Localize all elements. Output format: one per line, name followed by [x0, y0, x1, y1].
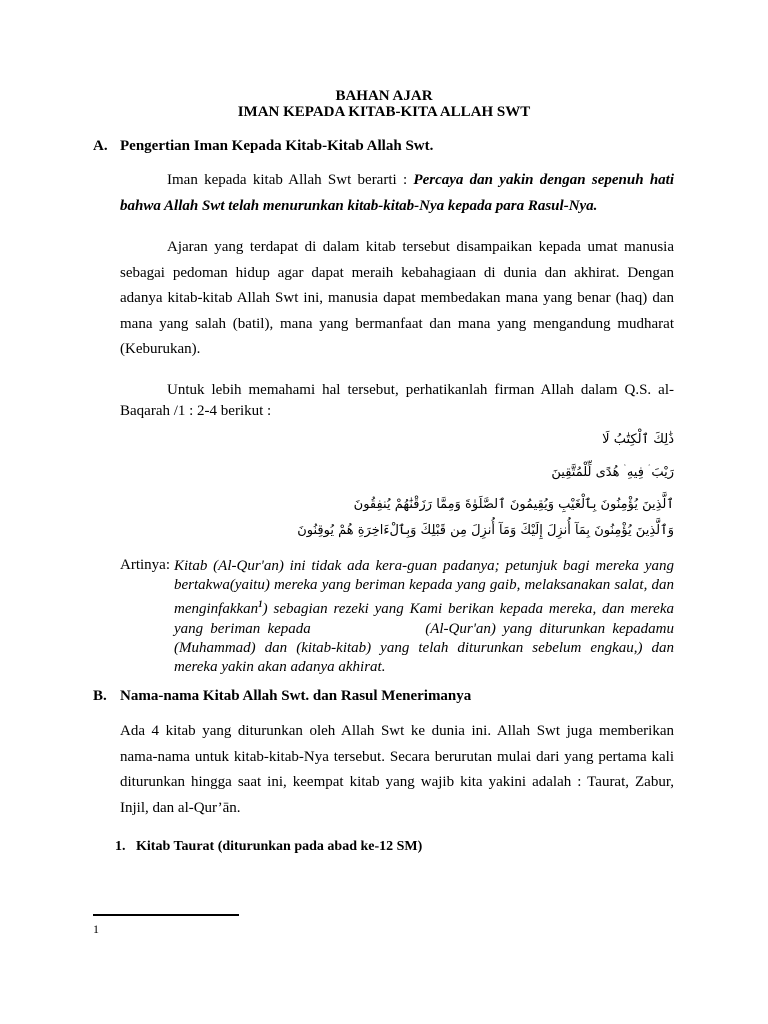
- arabic-verse-line-4: وَٱلَّذِينَ يُؤْمِنُونَ بِمَآ أُنزِلَ إِلَيْكَ وَمَآ أُنزِلَ مِن قَبْلِكَ وَبِٱلْءَاخِرَةِ هُمْ يُوقِنُونَ: [297, 523, 674, 538]
- footnote-separator: [93, 914, 239, 916]
- arabic-verse-line-1: ذَٰلِكَ ٱلْكِتَٰبُ لَا: [602, 432, 674, 447]
- footnote-number: 1: [93, 922, 99, 936]
- arabic-verse-line-3: ٱلَّذِينَ يُؤْمِنُونَ بِٱلْغَيْبِ وَيُقِيمُونَ ٱلصَّلَوٰةَ وَمِمَّا رَزَقْنَٰهُمْ يُنفِقُونَ: [353, 497, 674, 512]
- document-title-line1: BAHAN AJAR: [335, 88, 433, 104]
- translation-label: Artinya:: [120, 557, 170, 573]
- reference-paragraph-text: Untuk lebih memahami hal tersebut, perhatikanlah firman Allah dalam Q.S. al-Baqarah /1 : 2-4 berikut :: [120, 382, 674, 419]
- section-b-paragraph: [120, 719, 674, 821]
- section-a-reference-paragraph: [120, 380, 674, 422]
- teaching-paragraph-text: Ajaran yang terdapat di dalam kitab tersebut disampaikan kepada umat manusia sebagai pedoman hidup agar dapat meraih kebahagiaan di dunia dan akhirat. Dengan adanya kitab-kitab Allah Swt ini, manusia dapat membedakan mana yang benar (haq) dan mana yang salah (batil), mana yang bermanfaat dan mana yang mengandung mudharat (Keburukan).: [120, 239, 674, 357]
- section-b-number: B.: [93, 688, 107, 704]
- arabic-verse-line-2: رَيْبَ ۛ فِيهِ ۛ هُدًى لِّلْمُتَّقِينَ: [551, 465, 674, 480]
- section-a-number: A.: [93, 138, 108, 154]
- definition-emphasis-text: Percaya dan yakin dengan sepenuh hati bahwa Allah Swt telah menurunkan kitab-kitab-Nya kepada para Rasul-Nya.: [120, 172, 674, 214]
- footnote-reference[interactable]: 1: [258, 599, 263, 610]
- section-b-paragraph-text: Ada 4 kitab yang diturunkan oleh Allah Swt ke dunia ini. Allah Swt juga memberikan nama-nama untuk kitab-kitab-Nya tersebut. Secara berurutan mulai dari yang pertama kali diturunkan hingga saat ini, keempat kitab yang wajib kita yakini adalah : Taurat, Zabur, Injil, dan al-Qur’ān.: [120, 723, 674, 816]
- section-b-title: Nama-nama Kitab Allah Swt. dan Rasul Menerimanya: [120, 688, 472, 704]
- document-title-line2: IMAN KEPADA KITAB-KITA ALLAH SWT: [237, 104, 531, 120]
- translation-text-part2: ) sebagian rezeki yang Kami berikan kepada mereka, dan mereka yang beriman kepada (Al-Qur'an) yang diturunkan kepadamu (Muhammad) dan (kitab-kitab) yang telah diturunkan sebelum engkau,) dan mereka yakin akan adanya akhirat.: [174, 601, 678, 676]
- section-a-title: Pengertian Iman Kepada Kitab-Kitab Allah Swt.: [120, 138, 434, 154]
- subheading-kitab-taurat: 1. Kitab Taurat (diturunkan pada abad ke-12 SM): [115, 839, 423, 854]
- definition-lead-text: Iman kepada kitab Allah Swt berarti :: [167, 172, 414, 188]
- section-a-definition-paragraph: [120, 168, 674, 219]
- section-a-teaching-paragraph: [120, 235, 674, 363]
- translation-text-part1: Kitab (Al-Qur'an) ini tidak ada kera-guan padanya; petunjuk bagi mereka yang bertakwa(yaitu) mereka yang beriman kepada yang gaib, melaksanakan salat, dan menginfakkan: [174, 558, 674, 618]
- translation-text: [174, 557, 678, 677]
